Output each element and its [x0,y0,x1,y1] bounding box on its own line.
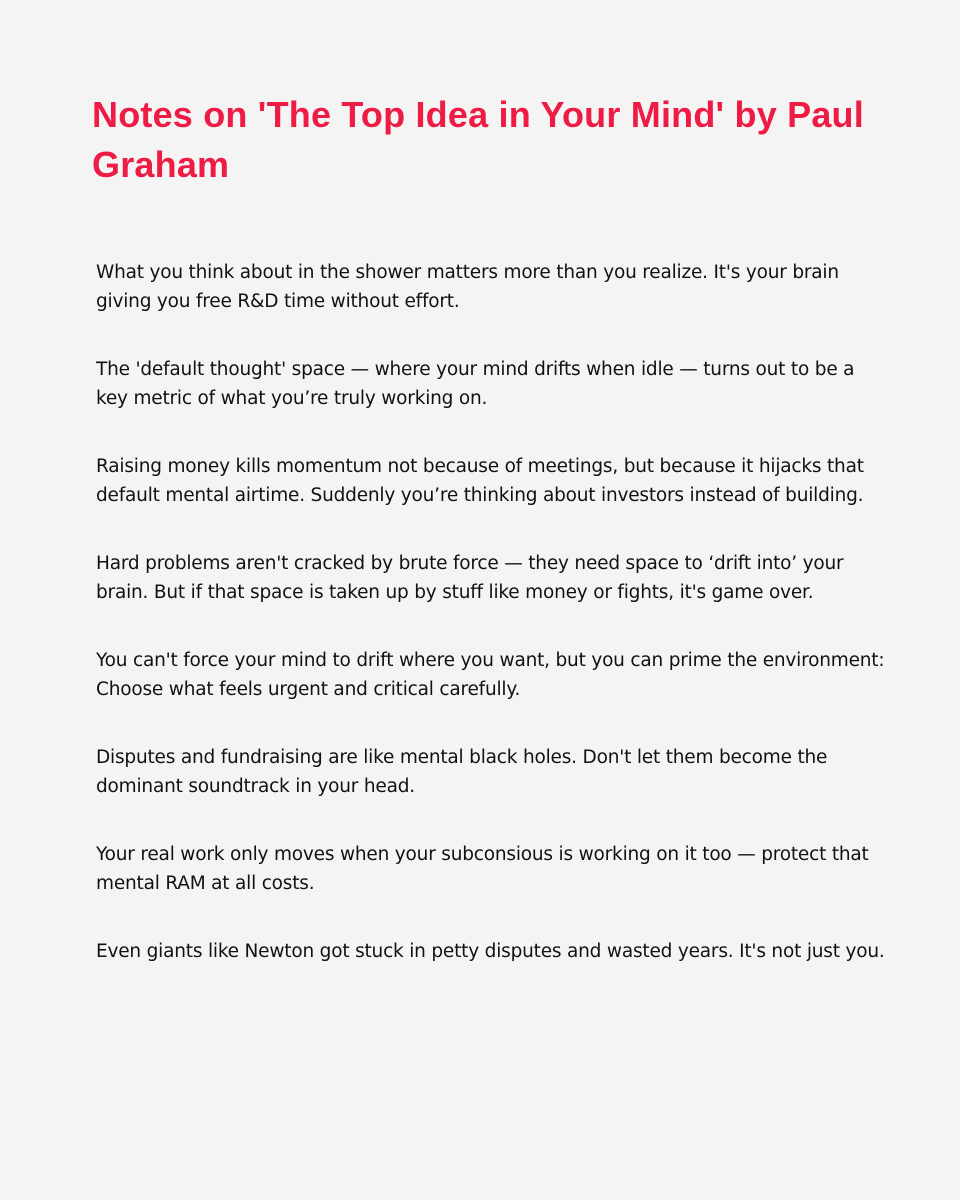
note-paragraph: You can't force your mind to drift where you want, but you can prime the environment: Choose what feels urgent and critical carefully. [96,650,885,700]
notes-list [96,258,886,1005]
note-paragraph: The 'default thought' space — where your mind drifts when idle — turns out to be a key metric of what you’re truly working on. [96,359,855,409]
note-paragraph: What you think about in the shower matters more than you realize. It's your brain giving you free R&D time without effort. [96,262,839,312]
page-title: Notes on 'The Top Idea in Your Mind' by Paul Graham [92,94,864,185]
note-paragraph: Your real work only moves when your subconsious is working on it too — protect that mental RAM at all costs. [96,844,869,894]
note-paragraph: Disputes and fundraising are like mental black holes. Don't let them become the dominant soundtrack in your head. [96,747,828,797]
note-paragraph: Raising money kills momentum not because of meetings, but because it hijacks that default mental airtime. Suddenly you’re thinking about investors instead of building. [96,456,864,506]
note-paragraph: Even giants like Newton got stuck in petty disputes and wasted years. It's not just you. [96,941,885,962]
note-paragraph: Hard problems aren't cracked by brute force — they need space to ‘drift into’ your brain. But if that space is taken up by stuff like money or fights, it's game over. [96,553,844,603]
